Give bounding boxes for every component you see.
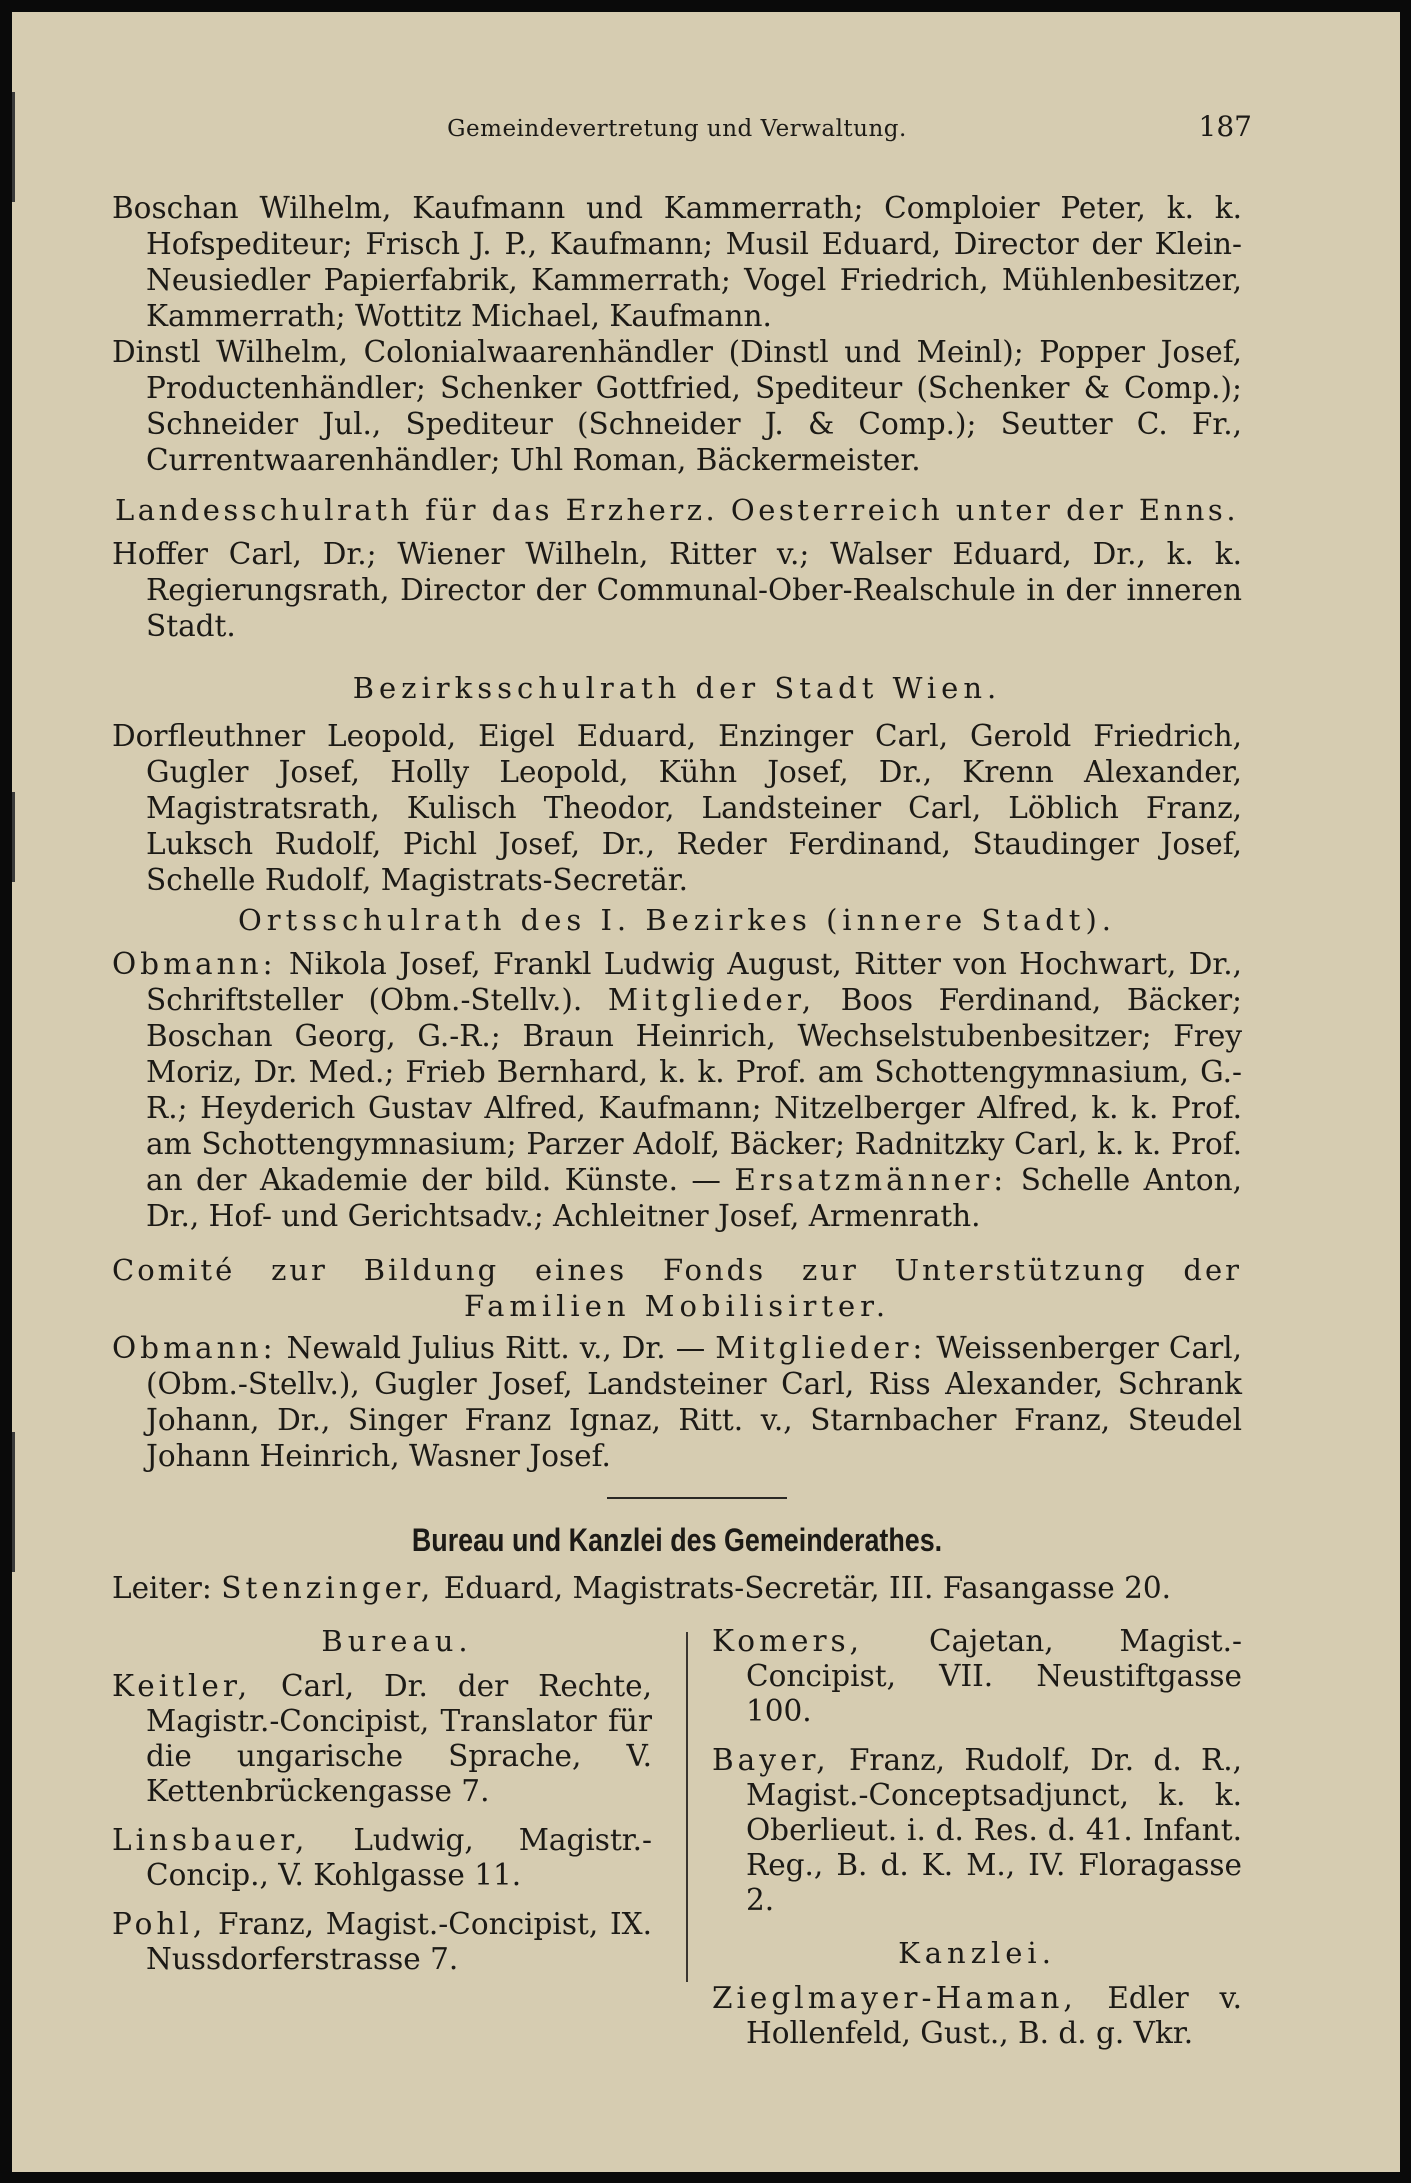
bureau-column	[112, 1624, 652, 1991]
page-number: 187	[1198, 110, 1252, 143]
landesschulrath-heading: Landesschulrath für das Erzherz. Oesterreich unter der Enns.	[114, 493, 1240, 527]
section-divider	[607, 1497, 787, 1499]
bureau-kanzlei-heading: Bureau und Kanzlei des Gemeinderathes.	[411, 1522, 943, 1558]
ortsschulrath-text-a: Nikola Josef, Frankl Ludwig August, Ritter von Hochwart, Dr., Schriftsteller (Obm.-Stellv.).	[146, 947, 1242, 1017]
entry-name: Pohl,	[112, 1907, 207, 1941]
margin-mark	[12, 92, 15, 202]
kanzlei-subheading: Kanzlei.	[898, 1936, 1056, 1970]
ersatz-label: Ersatzmänner:	[734, 1163, 1008, 1197]
bureau-entry	[112, 1669, 652, 1809]
mitglieder-label: Mitglieder,	[607, 983, 816, 1017]
bureau-entry	[712, 1624, 1242, 1729]
leiter-line	[112, 1570, 1242, 1606]
entry-text: Franz, Rudolf, Dr. d. R., Magist.-Conceptsadjunct, k. k. Oberlieut. i. d. Res. d. 41. Infant. Reg., B. d. K. M., IV. Floragasse 2.	[746, 1743, 1242, 1917]
comite-obmann-label: Obmann:	[112, 1331, 277, 1365]
entry-text: Ludwig, Magistr.-Concip., V. Kohlgasse 11.	[146, 1823, 652, 1892]
ortsschulrath-section	[112, 902, 1242, 1234]
landesschulrath-text: Hoffer Carl, Dr.; Wiener Wilheln, Ritter v.; Walser Eduard, Dr., k. k. Regierungsrath, Director der Communal-Ober-Realschule in der inneren Stadt.	[112, 537, 1242, 643]
column-divider	[686, 1632, 688, 1982]
comite-text	[112, 1330, 1242, 1474]
top-paragraphs	[112, 190, 1242, 478]
margin-mark	[12, 1432, 15, 1572]
entry-name: Keitler,	[112, 1669, 252, 1703]
margin-mark	[12, 792, 15, 882]
entry-name: Linsbauer,	[112, 1823, 309, 1857]
comite-section	[112, 1252, 1242, 1474]
page	[12, 12, 1400, 2172]
entry-name: Bayer,	[712, 1743, 830, 1777]
running-title: Gemeindevertretung und Verwaltung.	[447, 116, 907, 142]
entry-text: Franz, Magist.-Concipist, IX. Nussdorferstrasse 7.	[146, 1907, 652, 1976]
bureau-entry	[712, 1743, 1242, 1918]
ortsschulrath-text	[112, 946, 1242, 1234]
entry-text: Edler v. Hollenfeld, Gust., B. d. g. Vkr.	[746, 1981, 1242, 2050]
paragraph-dinstl: Dinstl Wilhelm, Colonialwaarenhändler (Dinstl und Meinl); Popper Josef, Productenhändler; Schenker Gottfried, Spediteur (Schenker & Comp.); Schneider Jul., Spediteur (Schneider J. & Comp.); Seutter C. Fr., Currentwaarenhändler; Uhl Roman, Bäckermeister.	[112, 335, 1242, 477]
leiter-label: Leiter:	[112, 1571, 212, 1605]
entry-text: Carl, Dr. der Rechte, Magistr.-Concipist, Translator für die ungarische Sprache, V. Kettenbrückengasse 7.	[146, 1669, 652, 1808]
comite-text-b: Weissenberger Carl, (Obm.-Stellv.), Gugler Josef, Landsteiner Carl, Riss Alexander, Schrank Johann, Dr., Singer Franz Ignaz, Ritt. v., Starnbacher Franz, Steudel Johann Heinrich, Wasner Josef.	[146, 1331, 1242, 1473]
ortsschulrath-text-c: Schelle Anton, Dr., Hof- und Gerichtsadv.; Achleitner Josef, Armenrath.	[146, 1163, 1242, 1233]
bezirksschulrath-text: Dorfleuthner Leopold, Eigel Eduard, Enzinger Carl, Gerold Friedrich, Gugler Josef, Holly Leopold, Kühn Josef, Dr., Krenn Alexander, Magistratsrath, Kulisch Theodor, Landsteiner Carl, Löblich Franz, Luksch Rudolf, Pichl Josef, Dr., Reder Ferdinand, Staudinger Josef, Schelle Rudolf, Magistrats-Secretär.	[112, 719, 1242, 897]
entry-name: Zieglmayer-Haman,	[712, 1981, 1077, 2015]
comite-mitglieder-label: Mitglieder:	[715, 1331, 927, 1365]
entry-text: Cajetan, Magist.-Concipist, VII. Neustiftgasse 100.	[746, 1624, 1242, 1728]
kanzlei-column	[712, 1624, 1242, 2065]
landesschulrath-section	[112, 492, 1242, 644]
bureau-entry	[112, 1823, 652, 1893]
kanzlei-entry	[712, 1981, 1242, 2051]
bureau-subheading: Bureau.	[321, 1624, 473, 1658]
obmann-label: Obmann:	[112, 947, 277, 981]
comite-heading-line2: Familien Mobilisirter.	[463, 1289, 891, 1323]
paragraph-boschan: Boschan Wilhelm, Kaufmann und Kammerrath; Comploier Peter, k. k. Hofspediteur; Frisch J. P., Kaufmann; Musil Eduard, Director der Klein-Neusiedler Papierfabrik, Kammerrath; Vogel Friedrich, Mühlenbesitzer, Kammerrath; Wottitz Michael, Kaufmann.	[112, 191, 1242, 333]
ortsschulrath-text-b: Boos Ferdinand, Bäcker; Boschan Georg, G.-R.; Braun Heinrich, Wechselstubenbesitzer; Frey Moriz, Dr. Med.; Frieb Bernhard, k. k. Prof. am Schottengymnasium, G.-R.; Heyderich Gustav Alfred, Kaufmann; Nitzelberger Alfred, k. k. Prof. am Schottengymnasium; Parzer Adolf, Bäcker; Radnitzky Carl, k. k. Prof. an der Akademie der bild. Künste. —	[146, 983, 1242, 1197]
entry-name: Komers,	[712, 1624, 864, 1658]
bezirksschulrath-section	[112, 670, 1242, 898]
leiter-text: Eduard, Magistrats-Secretär, III. Fasangasse 20.	[443, 1571, 1172, 1605]
bezirksschulrath-heading: Bezirksschulrath der Stadt Wien.	[352, 671, 1002, 705]
ortsschulrath-heading: Ortsschulrath des I. Bezirkes (innere Stadt).	[238, 903, 1116, 937]
bureau-kanzlei-section	[112, 1522, 1242, 1606]
comite-heading-line1: Comité zur Bildung eines Fonds zur Unterstützung der	[112, 1253, 1242, 1287]
bureau-entry	[112, 1907, 652, 1977]
leiter-name: Stenzinger,	[221, 1571, 435, 1605]
comite-text-a: Newald Julius Ritt. v., Dr. —	[286, 1331, 706, 1365]
